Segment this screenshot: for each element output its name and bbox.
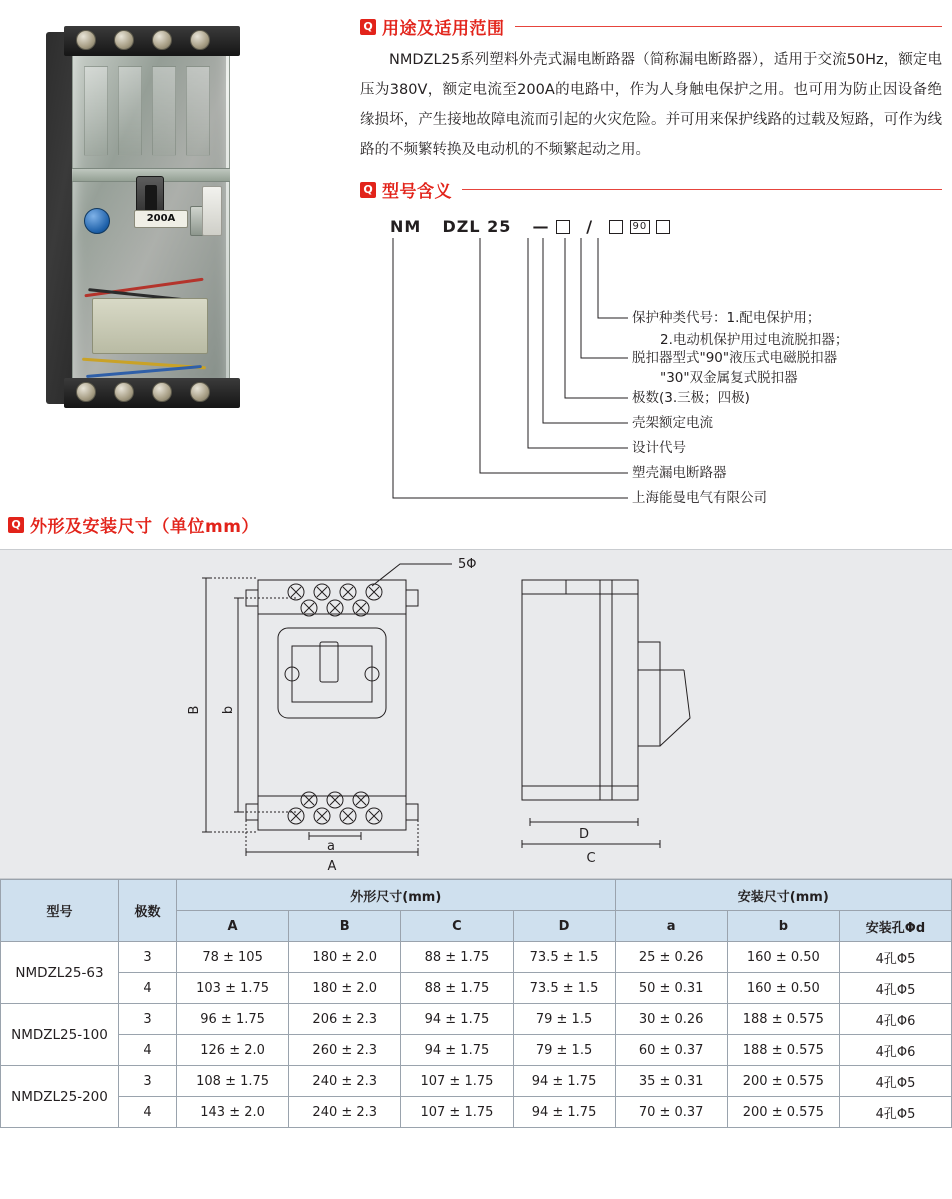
label-product-type: 塑壳漏电断路器 [632,465,727,481]
cell-C: 107 ± 1.75 [401,1066,513,1097]
th-D: D [513,911,615,942]
terminal-screw [76,30,96,50]
cell-hole: 4孔Φ6 [839,1004,951,1035]
cell-hole: 4孔Φ5 [839,1097,951,1128]
label-release-type-2: "30"双金属复式脱扣器 [660,370,798,386]
table-header-row-1 [1,880,952,911]
label-protection-1: 保护种类代号：1.配电保护用； [632,310,821,326]
label-frame-current: 壳架额定电流 [632,415,713,431]
cell-B: 180 ± 2.0 [289,942,401,973]
label-design-code: 设计代号 [632,440,686,456]
th-A: A [177,911,289,942]
dimension-section-header [0,508,952,549]
cell-B: 260 ± 2.3 [289,1035,401,1066]
th-poles: 极数 [119,880,177,942]
code-nm: NM [390,217,422,236]
cell-B: 180 ± 2.0 [289,973,401,1004]
top-area [0,0,952,508]
table-row [1,973,952,1004]
terminal-screw [76,382,96,402]
section-marker-icon: Q [8,517,24,533]
label-B: B [187,705,202,715]
usage-paragraph: NMDZL25系列塑料外壳式漏电断路器（简称漏电断路器），适用于交流50Hz，额定电压为380V，额定电流至200A的电路中，作为人身触电保护之用。也可用为防止因设备绝缘损坏，产生接地故障电流而引起的火灾危险。并可用来保护线路的过载及短路，可作为线路的不频繁转换及电动机的不频繁起动之用。 [360,52,942,158]
th-model: 型号 [1,880,119,942]
label-poles: 极数(3.三极；四极) [632,390,750,406]
label-C: C [586,851,596,866]
section-rule [462,189,942,190]
code-slash: / [586,217,594,236]
label-A: A [327,859,337,874]
th-hole: 安装孔Φd [839,911,951,942]
cell-hole: 4孔Φ5 [839,942,951,973]
cell-poles: 4 [119,1097,177,1128]
table-row [1,1097,952,1128]
cell-b: 200 ± 0.575 [727,1097,839,1128]
cell-A: 143 ± 2.0 [177,1097,289,1128]
cell-model: NMDZL25-100 [1,1004,119,1066]
cell-a: 25 ± 0.26 [615,942,727,973]
label-protection-2: 2.电动机保护用过电流脱扣器； [660,332,849,348]
terminal-screw [190,382,210,402]
section-rule [515,26,943,27]
label-b: b [221,705,236,715]
code-box-release-type: 90 [630,220,650,234]
phase-slot [186,66,210,156]
cell-b: 188 ± 0.575 [727,1035,839,1066]
cell-A: 126 ± 2.0 [177,1035,289,1066]
dimension-section-title: 外形及安装尺寸（单位mm） [30,517,259,537]
label-hole-diameter: 5Φ [458,557,477,572]
dimension-drawing-panel [0,549,952,879]
phase-slot [84,66,108,156]
table-row [1,1066,952,1097]
cell-hole: 4孔Φ5 [839,1066,951,1097]
cell-poles: 3 [119,1004,177,1035]
cell-C: 88 ± 1.75 [401,942,513,973]
cell-model: NMDZL25-63 [1,942,119,1004]
cell-A: 78 ± 105 [177,942,289,973]
cell-b: 200 ± 0.575 [727,1066,839,1097]
cell-b: 160 ± 0.50 [727,942,839,973]
cell-D: 73.5 ± 1.5 [513,973,615,1004]
cell-D: 79 ± 1.5 [513,1004,615,1035]
model-section-header [360,177,942,202]
cell-D: 94 ± 1.75 [513,1066,615,1097]
cell-a: 30 ± 0.26 [615,1004,727,1035]
cell-hole: 4孔Φ6 [839,1035,951,1066]
th-mount-group: 安装尺寸(mm) [615,880,951,911]
code-dash: — [532,217,550,236]
th-C: C [401,911,513,942]
cell-A: 103 ± 1.75 [177,973,289,1004]
model-code-diagram [360,208,942,508]
breaker-photo [14,18,314,418]
cell-hole: 4孔Φ5 [839,973,951,1004]
cell-B: 240 ± 2.3 [289,1097,401,1128]
cell-D: 94 ± 1.75 [513,1097,615,1128]
terminal-screw [114,30,134,50]
label-a: a [327,839,335,854]
cell-C: 94 ± 1.75 [401,1035,513,1066]
code-num: 25 [487,217,512,236]
cell-A: 96 ± 1.75 [177,1004,289,1035]
code-dzl: DZL [442,217,481,236]
dimension-drawings [0,550,952,880]
th-B: B [289,911,401,942]
cell-a: 50 ± 0.31 [615,973,727,1004]
th-b: b [727,911,839,942]
table-row [1,942,952,973]
cell-poles: 4 [119,1035,177,1066]
th-outline-group: 外形尺寸(mm) [177,880,616,911]
terminal-screw [190,30,210,50]
section-marker-icon: Q [360,19,376,35]
cell-a: 35 ± 0.31 [615,1066,727,1097]
cell-poles: 4 [119,973,177,1004]
terminal-screw [152,382,172,402]
phase-slot [118,66,142,156]
test-button [84,208,110,234]
cell-D: 79 ± 1.5 [513,1035,615,1066]
reset-button [202,186,222,236]
th-a: a [615,911,727,942]
text-column [360,0,952,508]
current-rating-label: 200A [134,210,188,228]
cell-C: 107 ± 1.75 [401,1097,513,1128]
cell-poles: 3 [119,942,177,973]
cell-D: 73.5 ± 1.5 [513,942,615,973]
cell-poles: 3 [119,1066,177,1097]
section-marker-icon: Q [360,182,376,198]
label-company: 上海能曼电气有限公司 [632,490,767,506]
cell-b: 188 ± 0.575 [727,1004,839,1035]
cell-model: NMDZL25-200 [1,1066,119,1128]
model-section-title: 型号含义 [382,182,452,202]
cell-C: 88 ± 1.75 [401,973,513,1004]
terminal-screw [114,382,134,402]
cell-B: 240 ± 2.3 [289,1066,401,1097]
cell-a: 60 ± 0.37 [615,1035,727,1066]
label-D: D [578,827,590,842]
table-row [1,1004,952,1035]
usage-section-title: 用途及适用范围 [382,19,505,39]
cell-a: 70 ± 0.37 [615,1097,727,1128]
usage-section-header [360,14,942,39]
table-row [1,1035,952,1066]
phase-slot [152,66,176,156]
cell-b: 160 ± 0.50 [727,973,839,1004]
cell-A: 108 ± 1.75 [177,1066,289,1097]
product-photo-column [0,0,360,508]
dimension-table [0,879,952,1128]
cell-C: 94 ± 1.75 [401,1004,513,1035]
residual-current-transformer [92,298,208,354]
cell-B: 206 ± 2.3 [289,1004,401,1035]
terminal-screw [152,30,172,50]
label-release-type-1: 脱扣器型式"90"液压式电磁脱扣器 [632,350,838,366]
